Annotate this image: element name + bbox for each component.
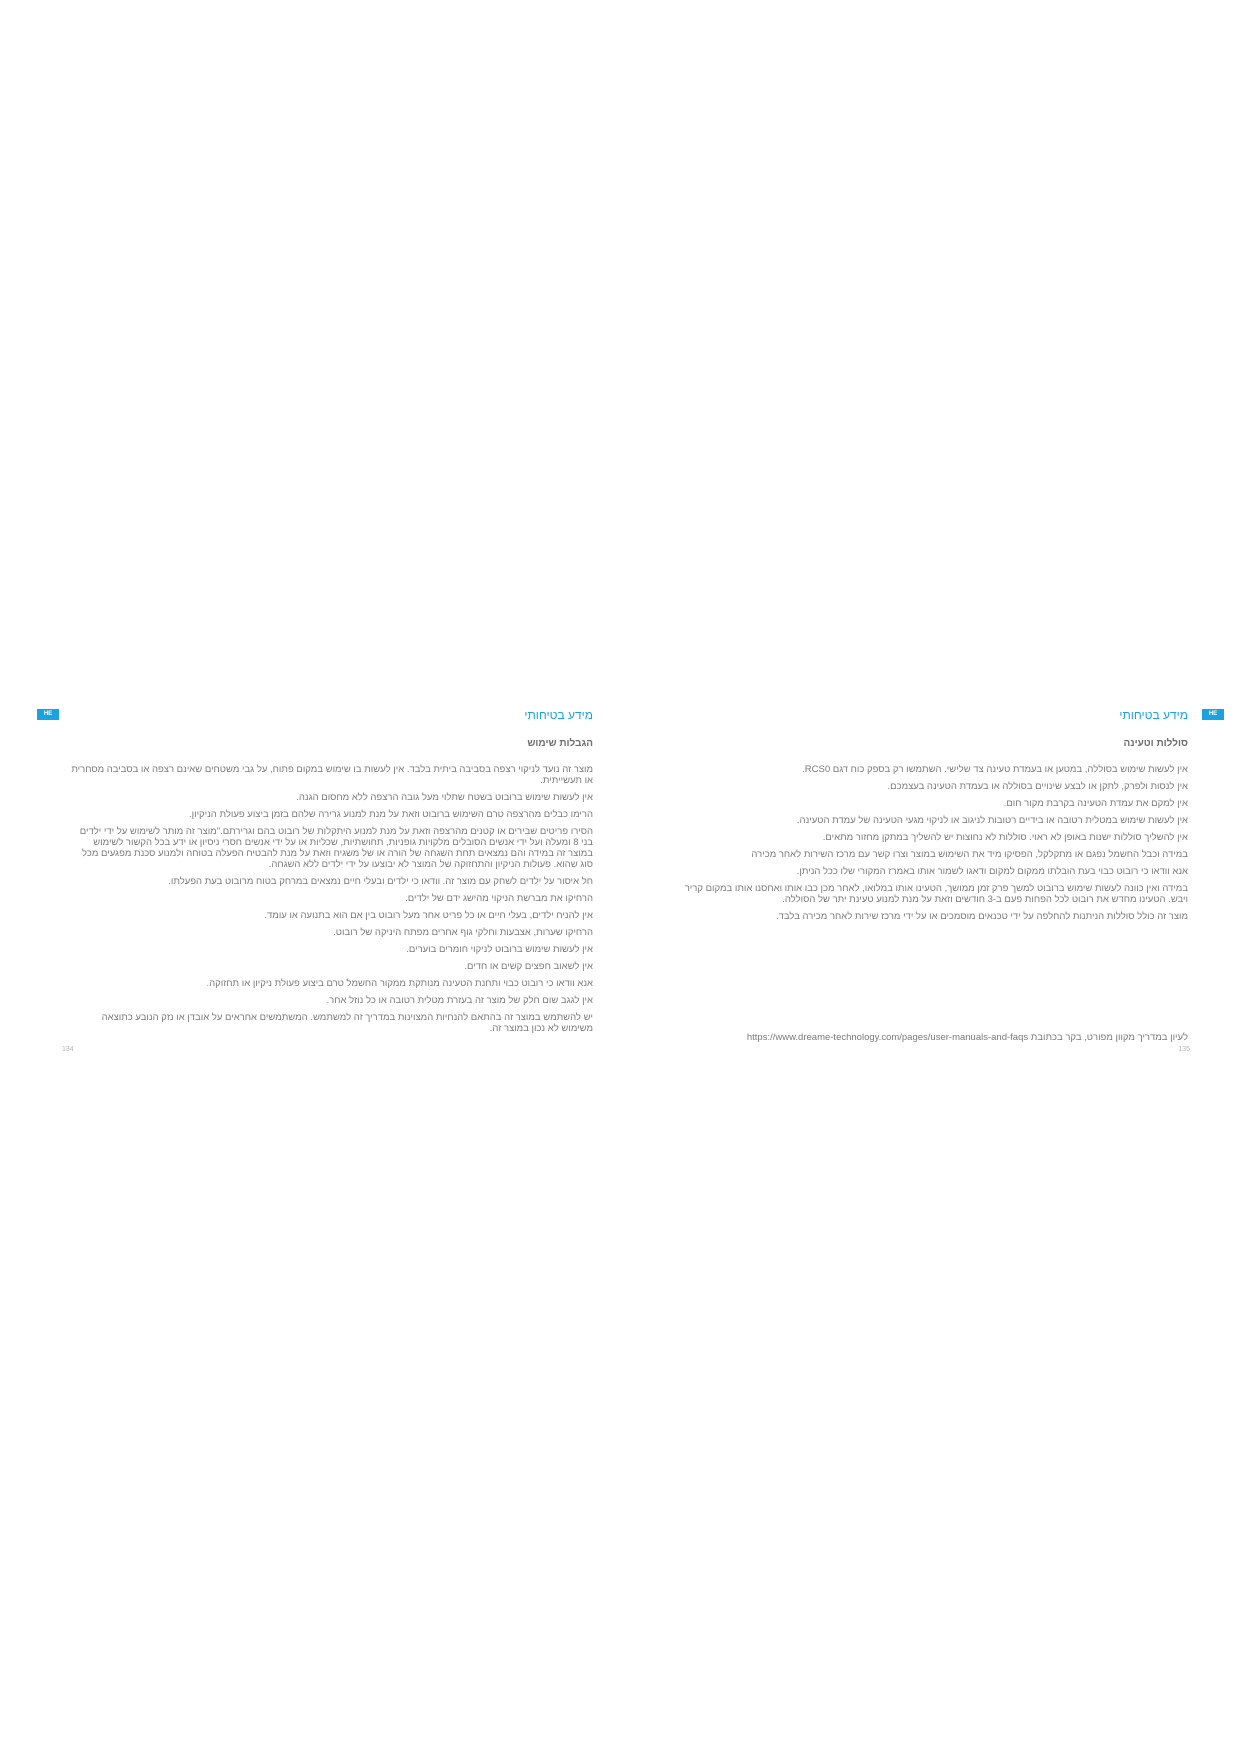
batteries-charging-list <box>663 764 1188 928</box>
list-item: הרחיקו שערות, אצבעות וחלקי גוף אחרים מפתח היניקה של רובוט. <box>333 927 593 938</box>
list-item: אין למקם את עמדת הטעינה בקרבת מקור חום. <box>1003 798 1188 809</box>
list-item: מוצר זה נועד לניקוי רצפה בסביבה ביתית בלבד. אין לעשות בו שימוש במקום פתוח, על גבי משטחים שאינם רצפה או בסביבה מסחרית או תעשייתית. <box>71 764 593 786</box>
list-item: אין לנסות ולפרק, לתקן או לבצע שינויים בסוללה או בעמדת הטעינה בעצמכם. <box>887 781 1188 792</box>
left-page <box>0 700 620 1060</box>
list-item: אין לעשות שימוש ברובוט לניקוי חומרים בוערים. <box>406 944 593 955</box>
list-item: מוצר זה כולל סוללות הניתנות להחלפה על ידי טכנאים מוסמכים או על ידי מרכז שירות לאחר מכירה בלבד. <box>775 911 1188 922</box>
section-title: הגבלות שימוש <box>527 738 593 749</box>
language-badge: HE <box>37 709 59 720</box>
list-item: יש להשתמש במוצר זה בהתאם להנחיות המצוינות במדריך זה למשתמש. המשתמשים אחראים על אובדן או נזק הנובע כתוצאה משימוש לא נכון במוצר זה. <box>101 1012 593 1034</box>
list-item: אין לעשות שימוש בסוללה, במטען או בעמדת טעינה צד שלישי. השתמשו רק בספק כוח דגם RCS0. <box>802 764 1188 775</box>
right-page <box>620 700 1241 1060</box>
section-title: סוללות וטעינה <box>1123 738 1188 749</box>
list-item: אין להשליך סוללות ישנות באופן לא ראוי. סוללות לא נחוצות יש להשליך במתקן מחזור מתאים. <box>822 832 1188 843</box>
page-number: 135 <box>1178 1046 1190 1053</box>
language-badge: HE <box>1202 709 1224 720</box>
list-item: במידה ואין כוונה לעשות שימוש ברובוט למשך פרק זמן ממושך, הטעינו אותו במלואו, לאחר מכן כבו אותו ואחסנו אותו במקום קריר ויבש. הטעינו מחדש את רובוט לכל הפחות פעם ב-3 חודשים וזאת על מנת למנוע טעינת יתר של הסוללה. <box>684 883 1188 905</box>
list-item: אנא וודאו כי רובוט כבוי ותחנת הטעינה מנותקת ממקור החשמל טרם ביצוע פעולת ניקיון או תחזוקה. <box>206 978 593 989</box>
list-item: חל איסור על ילדים לשחק עם מוצר זה. וודאו כי ילדים ובעלי חיים נמצאים במרחק בטוח מרובוט בעת הפעלתו. <box>168 876 593 887</box>
list-item: הסירו פריטים שבירים או קטנים מהרצפה וזאת על מנת למנוע היתקלות של רובוט בהם וגרירתם."מוצר זה מותר לשימוש על ידי ילדים בני 8 ומעלה ועל ידי אנשים הסובלים מלקויות גופניות, תחושתיות, שכליות או על ידי אנשים חסרי ניסיון או ידע בכל הקשור לשימוש במוצר זה במידה והם נמצאים תחת השגחה של הורה או של משגיח וזאת על מנת להבטיח הפעלה בטוחה ולמנוע סכנת מפגעים מכל סוג שהוא. פעולות הניקיון והתחזוקה של המוצר לא יבוצעו על ידי ילדים ללא השגחה. <box>79 826 593 870</box>
list-item: אין לשאוב חפצים קשים או חדים. <box>464 961 593 972</box>
page-header-title: מידע בטיחותי <box>524 708 593 722</box>
list-item: הרימו כבלים מהרצפה טרם השימוש ברובוט וזאת על מנת למנוע גרירה שלהם בזמן ביצוע פעולת הניקיון. <box>189 809 593 820</box>
list-item: אנא וודאו כי רובוט כבוי בעת הובלתו ממקום למקום ודאגו לשמור אותו באמרז המקורי שלו ככל הניתן. <box>796 866 1188 877</box>
page-number: 134 <box>62 1046 74 1053</box>
list-item: אין להניח ילדים, בעלי חיים או כל פריט אחר מעל רובוט בין אם הוא בתנועה או עומד. <box>264 910 593 921</box>
list-item: במידה וכבל החשמל נפגם או מתקלקל, הפסיקו מיד את השימוש במוצר וצרו קשר עם מרכז השירות לאחר מכירה <box>751 849 1188 860</box>
list-item: אין לעשות שימוש ברובוט בשטח שתלוי מעל גובה הרצפה ללא מחסום הגנה. <box>296 792 593 803</box>
online-manual-note: לעיון במדריך מקוון מפורט, בקר בכתובת https://www.dreame-technology.com/pages/user-manuals-and-faqs <box>746 1032 1188 1043</box>
list-item: אין לגגב שום חלק של מוצר זה בעזרת מטלית רטובה או כל נוזל אחר. <box>326 995 593 1006</box>
usage-restrictions-list <box>68 764 593 1040</box>
list-item: הרחיקו את מברשת הניקוי מהישג ידם של ילדים. <box>405 893 593 904</box>
list-item: אין לעשות שימוש במטלית רטובה או בידיים רטובות לניגוב או לניקוי מגעי הטעינה של עמדת הטעינה. <box>796 815 1188 826</box>
page-header-title: מידע בטיחותי <box>1119 708 1188 722</box>
